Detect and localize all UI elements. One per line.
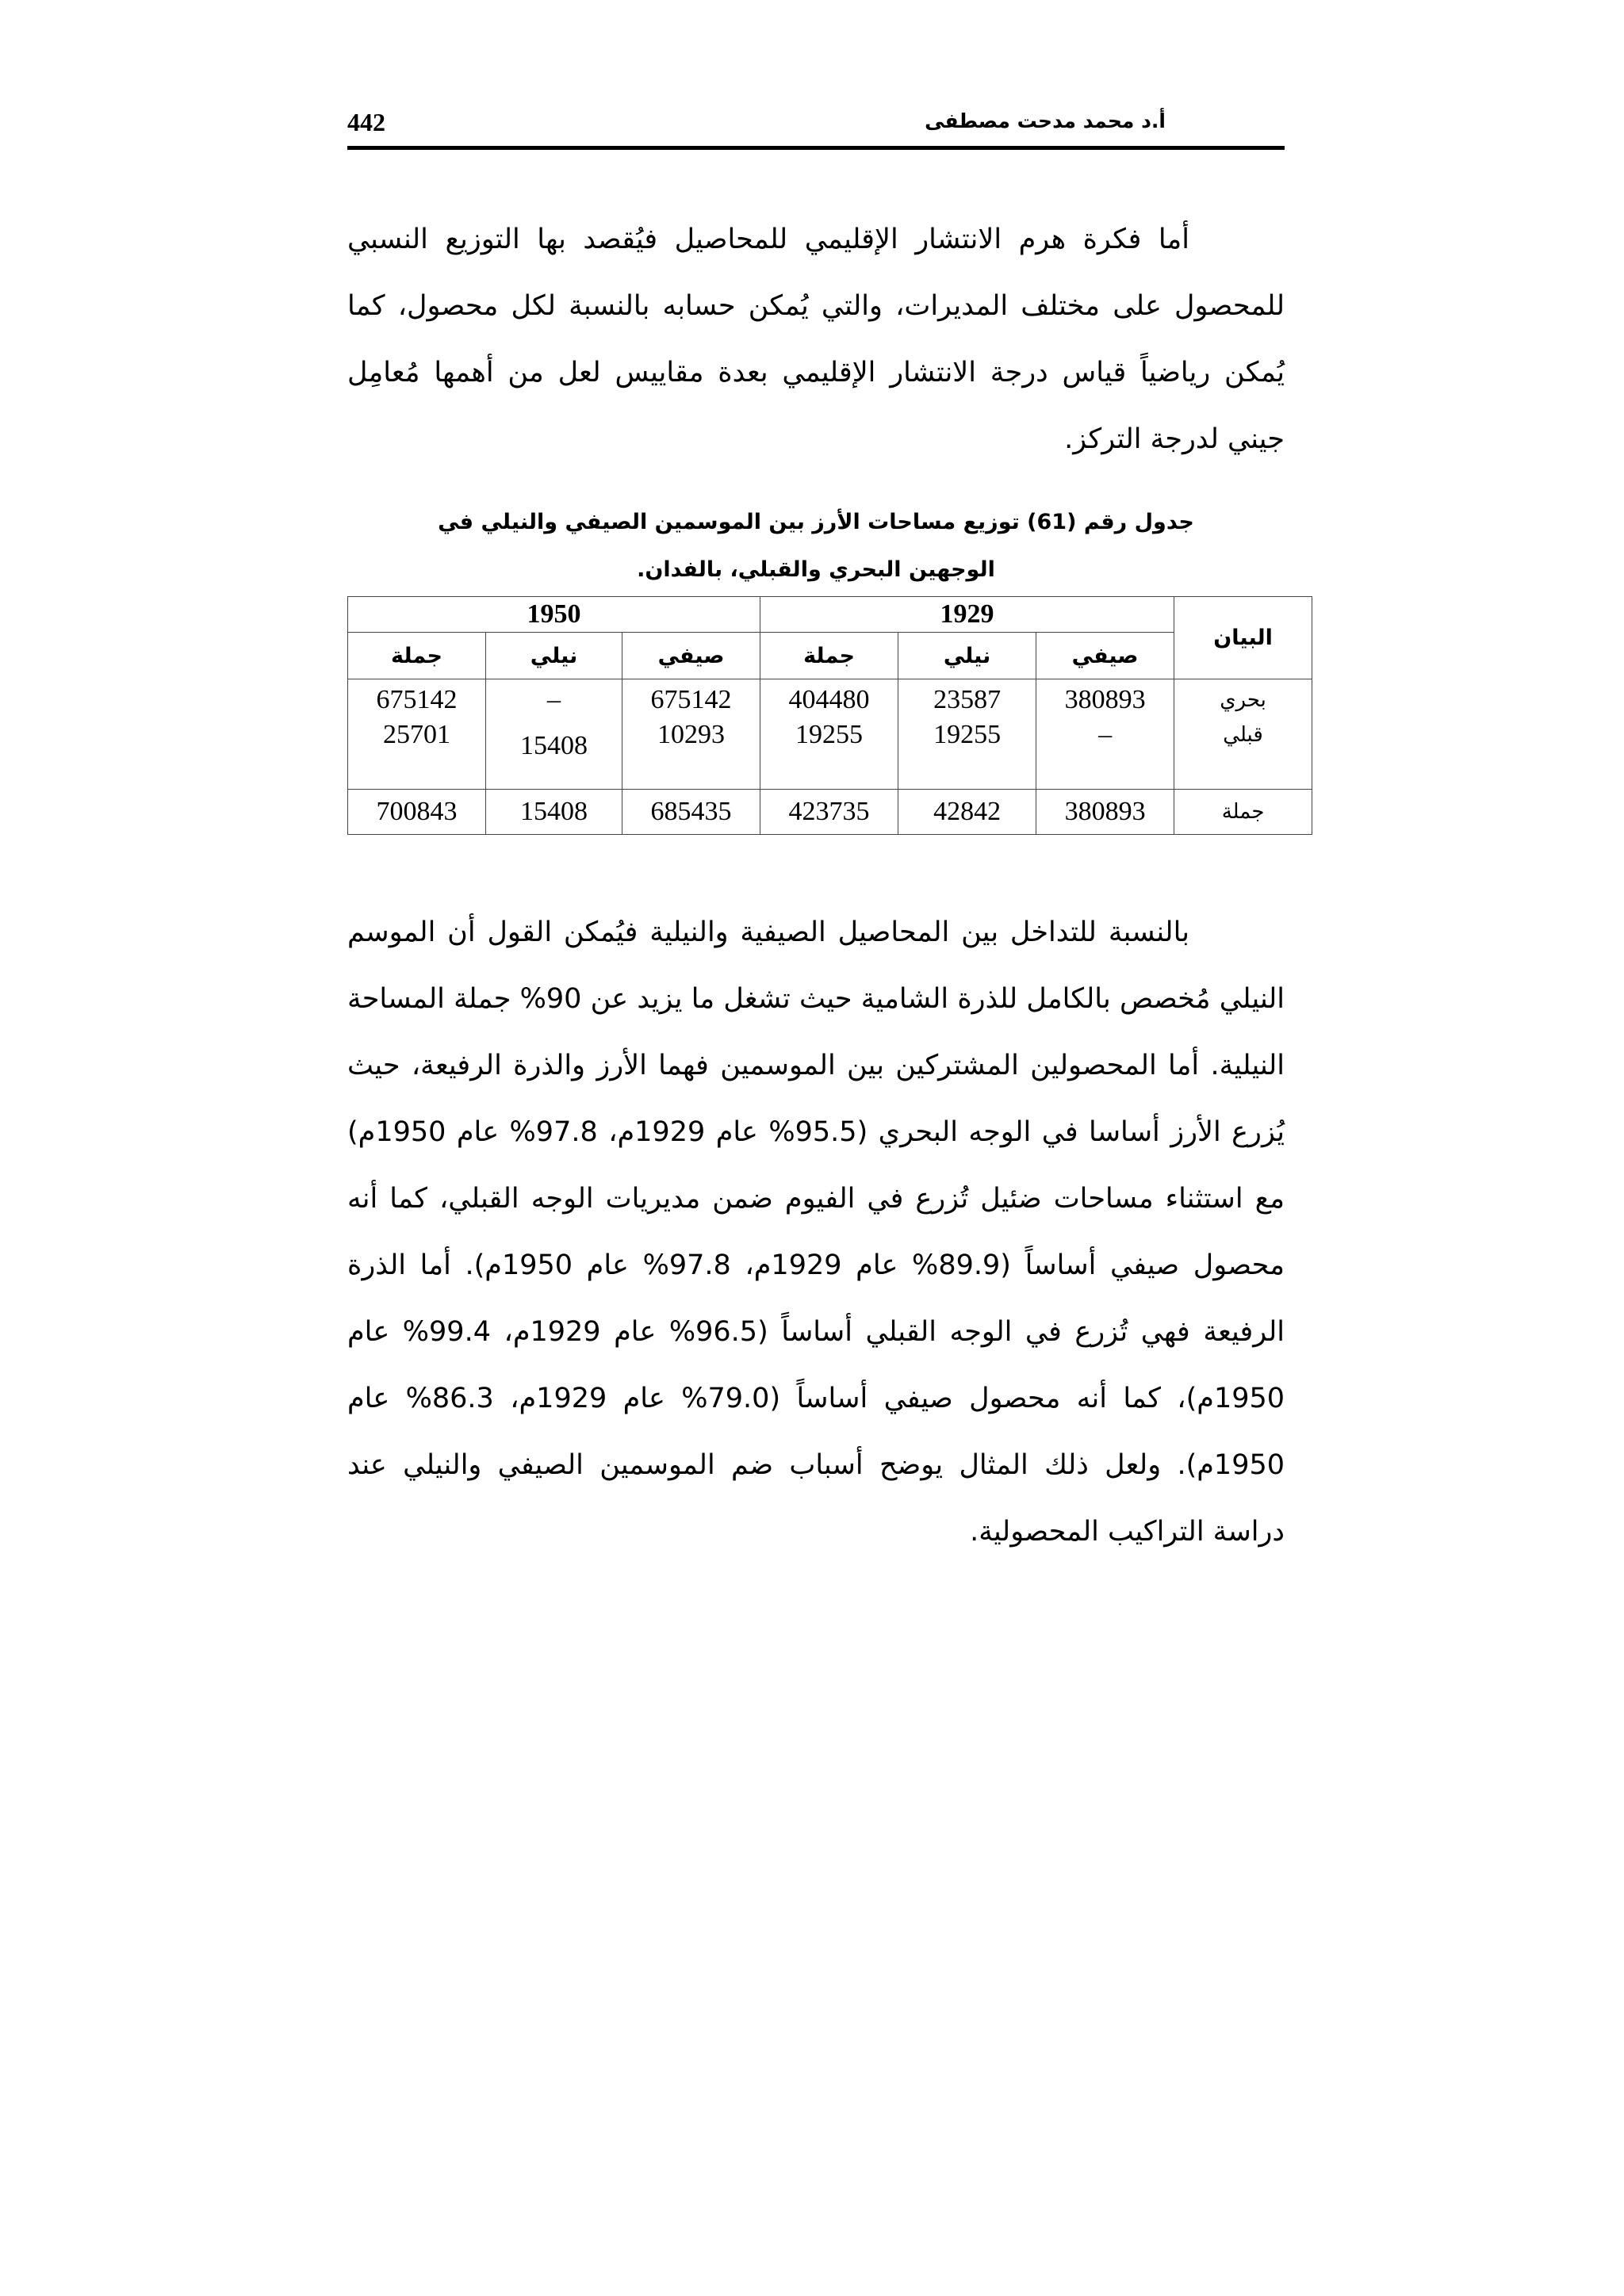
header-rule — [347, 146, 1285, 150]
cell-qibli-nili-1929: 19255 — [933, 720, 1002, 749]
cell-bahari-nili-1929: 23587 — [933, 685, 1002, 714]
row-label-regions — [1174, 679, 1312, 790]
page-number: 442 — [347, 108, 385, 136]
cell-qibli-summer-1929: – — [1098, 720, 1113, 749]
paragraph-overlap: بالنسبة للتداخل بين المحاصيل الصيفية والنيلية فيُمكن القول أن الموسم النيلي مُخصص بالكامل للذرة الشامية حيث تشغل ما يزيد عن 90% جملة المساحة النيلية. أما المحصولين المشتركين بين الموسمين فهما الأرز والذرة الرفيعة، حيث يُزرع الأرز أساسا في الوجه البحري (95.5% عام 1929م، 97.8% عام 1950م) مع استثناء مساحات ضئيل تُزرع في الفيوم ضمن مديريات الوجه القبلي، كما أنه محصول صيفي أساساً (89.9% عام 1929م، 97.8% عام 1950م). أما الذرة الرفيعة فهي تُزرع في الوجه القبلي أساساً (96.5% عام 1929م، 99.4% عام 1950م)، كما أنه محصول صيفي أساساً (79.0% عام 1929م، 86.3% عام 1950م). ولعل ذلك المثال يوضح أسباب ضم الموسمين الصيفي والنيلي عند دراسة التراكيب المحصولية. — [347, 916, 1285, 1548]
cell-total-row-total-1929: 423735 — [760, 790, 898, 835]
cell-total-row-summer-1929: 380893 — [1036, 790, 1174, 835]
cell-total-1929 — [760, 679, 898, 790]
table-row-regions — [348, 679, 1312, 790]
cell-summer-1950 — [622, 679, 760, 790]
cell-summer-1929 — [1036, 679, 1174, 790]
table-caption-line-1: جدول رقم (61) توزيع مساحات الأرز بين الموسمين الصيفي والنيلي في — [438, 510, 1194, 534]
cell-bahari-summer-1950: 675142 — [650, 685, 732, 714]
header-label: البيان — [1174, 597, 1312, 679]
cell-total-row-nili-1929: 42842 — [898, 790, 1036, 835]
table-row-total — [348, 790, 1312, 835]
cell-total-1950 — [348, 679, 486, 790]
row-label-total: جملة — [1174, 790, 1312, 835]
cell-bahari-total-1929: 404480 — [788, 685, 870, 714]
cell-total-row-nili-1950: 15408 — [486, 790, 622, 835]
cell-nili-1929 — [898, 679, 1036, 790]
header-summer-1950: صيفي — [622, 633, 760, 679]
header-summer-1929: صيفي — [1036, 633, 1174, 679]
header-total-1929: جملة — [760, 633, 898, 679]
row-label-qibli: قبلي — [1223, 723, 1263, 747]
cell-qibli-summer-1950: 10293 — [657, 720, 726, 749]
table-caption-line-2: الوجهين البحري والقبلي، بالفدان. — [637, 557, 995, 582]
cell-qibli-nili-1950: 15408 — [520, 731, 588, 760]
cell-total-row-summer-1950: 685435 — [622, 790, 760, 835]
header-total-1950: جملة — [348, 633, 486, 679]
header-nili-1929: نيلي — [898, 633, 1036, 679]
table-header-row-years — [348, 597, 1312, 633]
header-year-1929: 1929 — [760, 597, 1174, 633]
cell-bahari-nili-1950: – — [547, 685, 561, 714]
page-header — [347, 101, 1285, 149]
paragraph-intro: أما فكرة هرم الانتشار الإقليمي للمحاصيل فيُقصد بها التوزيع النسبي للمحصول على مختلف المديرات، والتي يُمكن حسابه بالنسبة لكل محصول، كما يُمكن رياضياً قياس درجة الانتشار الإقليمي بعدة مقاييس لعل من أهمها مُعامِل جيني لدرجة التركز. — [347, 224, 1285, 455]
header-nili-1950: نيلي — [486, 633, 622, 679]
cell-qibli-total-1929: 19255 — [795, 720, 864, 749]
table-header-row-seasons — [348, 633, 1312, 679]
header-year-1950: 1950 — [348, 597, 760, 633]
cell-bahari-summer-1929: 380893 — [1064, 685, 1146, 714]
cell-bahari-total-1950: 675142 — [376, 685, 458, 714]
cell-total-row-total-1950: 700843 — [348, 790, 486, 835]
rice-area-table — [347, 596, 1312, 835]
author-name: أ.د محمد مدحت مصطفى — [925, 109, 1166, 132]
cell-nili-1950 — [486, 679, 622, 790]
row-label-bahari: بحري — [1220, 688, 1266, 712]
cell-qibli-total-1950: 25701 — [383, 720, 451, 749]
